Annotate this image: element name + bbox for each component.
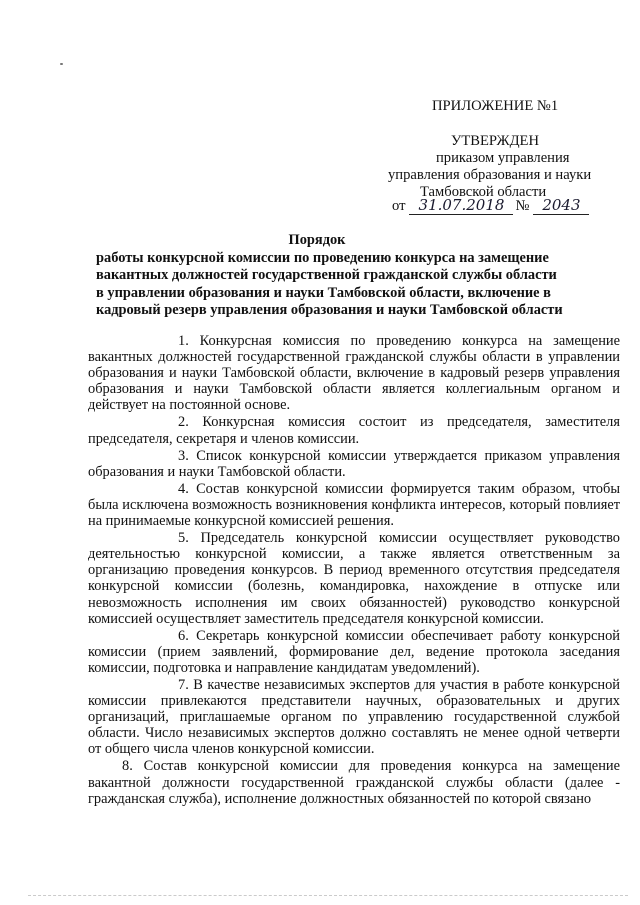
- title-line-1: работы конкурсной комиссии по проведению конкурса на замещение: [96, 249, 549, 266]
- title-line-3: в управлении образования и науки Тамбовской области, включение в: [96, 284, 551, 301]
- paragraph-number: 1.: [178, 333, 189, 349]
- paragraph-7: [88, 677, 620, 757]
- order-line-1: приказом управления: [436, 150, 570, 166]
- paragraph-text: Список конкурсной комиссии утверждается приказом управления образования и науки Тамбовской области.: [88, 447, 620, 480]
- paragraph-number: 7.: [178, 676, 189, 693]
- date-prefix: от: [392, 198, 406, 214]
- paragraph-number: 5.: [178, 530, 189, 547]
- paragraph-number: 6.: [178, 627, 189, 644]
- paragraph-text: Секретарь конкурсной комиссии обеспечивает работу конкурсной комиссии (прием заявлений, формирование дел, ведение протокола заседания комиссии, подготовка и направление кандидатам уведомлений).: [88, 627, 620, 676]
- document-body: [88, 333, 620, 808]
- paragraph-6: [88, 628, 620, 676]
- handwritten-date: 31.07.2018: [409, 196, 513, 215]
- paragraph-1: [88, 333, 620, 413]
- title-line-2: вакантных должностей государственной гражданской службы области: [96, 267, 557, 284]
- paragraph-number: 4.: [178, 480, 189, 497]
- paragraph-3: [88, 448, 620, 480]
- document-title: [96, 232, 563, 320]
- paragraph-text: Состав конкурсной комиссии для проведения конкурса на замещение вакантной должности государственной гражданской службы области (далее - гражданская служба), исполнение должностных обязанностей по которой связано: [88, 758, 620, 807]
- paragraph-number: 2.: [178, 414, 189, 431]
- paragraph-number: 8.: [122, 758, 133, 775]
- handwritten-number: 2043: [533, 196, 589, 215]
- paragraph-text: В качестве независимых экспертов для участия в работе конкурсной комиссии привлекаются представители научных, образовательных и других организаций, приглашаемые органом по управлению государственной службой области. Число независимых экспертов должно составлять не менее одной четверти от общего числа членов конкурсной комиссии.: [88, 676, 620, 758]
- order-line-2: управления образования и науки: [388, 167, 592, 183]
- appendix-label: ПРИЛОЖЕНИЕ №1: [432, 98, 559, 114]
- paragraph-text: Председатель конкурсной комиссии осуществляет руководство деятельностью конкурсной комиссии, а также является ответственным за организацию проведения конкурсов. В период временного отсутствия председателя конкурсной комиссии (болезнь, командировка, нахождение в отпуске или невозможность исполнения им своих обязанностей) руководство конкурсной комиссией осуществляет заместитель председателя конкурсной комиссии.: [88, 530, 620, 627]
- scan-bottom-edge: [28, 895, 628, 897]
- paragraph-8: [88, 758, 620, 806]
- paragraph-4: [88, 481, 620, 529]
- paragraph-number: 3.: [178, 447, 189, 464]
- order-date-row: [392, 196, 589, 215]
- approved-label: УТВЕРЖДЕН: [451, 133, 539, 149]
- paragraph-text: Конкурсная комиссия состоит из председателя, заместителя председателя, секретаря и членов комиссии.: [88, 414, 620, 447]
- number-prefix: №: [515, 198, 530, 214]
- paragraph-2: [88, 414, 620, 446]
- order-line-3: Тамбовской области: [420, 184, 547, 200]
- paragraph-text: Состав конкурсной комиссии формируется таким образом, чтобы была исключена возможность возникновения конфликта интересов, который повлияет на принимаемые конкурсной комиссией решения.: [88, 480, 620, 530]
- title-heading: Порядок: [288, 232, 346, 248]
- scan-speck: [60, 63, 63, 65]
- paragraph-text: Конкурсная комиссия по проведению конкурса на замещение вакантных должностей государственной гражданской службы области в управлении образования и науки Тамбовской области, включение в кадровый резерв управления образования и науки Тамбовской области является коллегиальным органом и действует на постоянной основе.: [88, 333, 620, 414]
- paragraph-5: [88, 530, 620, 627]
- title-line-4: кадровый резерв управления образования и науки Тамбовской области: [96, 302, 563, 319]
